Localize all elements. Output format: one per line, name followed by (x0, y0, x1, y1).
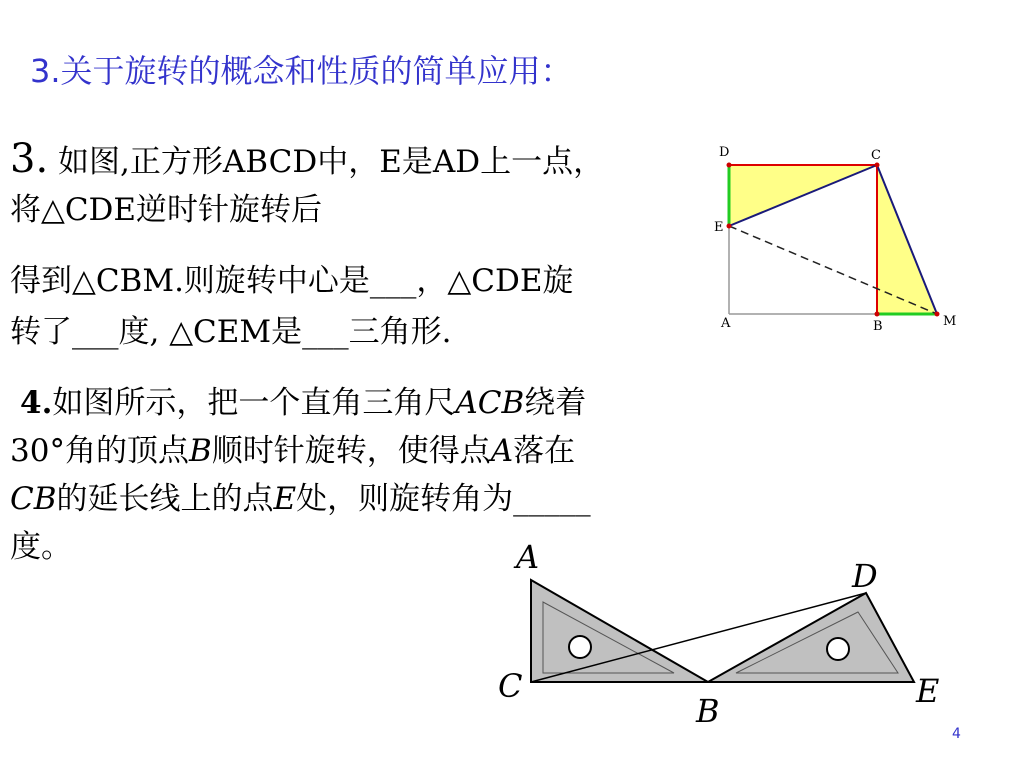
label-a: A (721, 316, 731, 331)
problem3-line1 (10, 133, 604, 188)
label-tri-d: D (852, 557, 878, 595)
page-number: 4 (952, 726, 961, 742)
label-tri-e: E (916, 672, 940, 710)
hole-right (827, 638, 849, 660)
point-d (727, 163, 732, 168)
point-e (727, 224, 732, 229)
label-e: E (714, 220, 724, 235)
problem4-line2 (10, 425, 575, 477)
problem4-line3 (10, 473, 591, 525)
problem3-line1-text: 如图,正方形ABCD中，E是AD上一点， (48, 144, 605, 180)
problem4-var-b: B (188, 433, 212, 469)
set-square-rotation-figure (490, 535, 960, 735)
problem4-line1 (20, 377, 586, 429)
problem4-var-cb: CB (10, 481, 57, 517)
slide-heading: 3.关于旋转的概念和性质的简单应用： (30, 52, 573, 90)
point-b (875, 312, 880, 317)
label-b: B (873, 319, 883, 334)
label-d: D (719, 145, 730, 160)
label-tri-a: A (516, 538, 540, 576)
point-c (875, 163, 880, 168)
problem4-line1-text-a: 如图所示，把一个直角三角尺 (52, 385, 456, 421)
label-tri-c: C (498, 667, 523, 705)
problem4-line2-text-a: 30°角的顶点 (10, 433, 189, 469)
problem4-line3-text-b: 处，则旋转角为_____ (296, 481, 591, 517)
problem3-line2: 将△CDE逆时针旋转后 (10, 192, 323, 228)
label-c: C (871, 148, 881, 163)
problem3-line4: 转了___度, △CEM是___三角形. (10, 314, 452, 350)
problem4-line2-text-c: 落在 (513, 433, 576, 469)
problem3-line3: 得到△CBM.则旋转中心是___，△CDE旋 (10, 263, 574, 299)
label-m: M (943, 314, 957, 329)
problem4-number: 4. (20, 385, 53, 421)
label-tri-b: B (696, 692, 720, 730)
problem3-number: 3. (10, 136, 49, 182)
hole-left (569, 636, 591, 658)
problem4-line2-text-b: 顺时针旋转，使得点 (211, 433, 491, 469)
point-m (935, 312, 940, 317)
problem4-var-a: A (490, 433, 514, 469)
problem4-line3-text-a: 的延长线上的点 (56, 481, 274, 517)
problem4-var-e: E (273, 481, 297, 517)
triangle-acb (531, 580, 708, 682)
problem4-var-acb: ACB (455, 385, 525, 421)
square-rotation-figure (700, 140, 980, 340)
problem4-line4: 度。 (10, 529, 72, 565)
problem4-line1-text-b: 绕着 (524, 385, 587, 421)
triangle-dbe (708, 593, 914, 682)
